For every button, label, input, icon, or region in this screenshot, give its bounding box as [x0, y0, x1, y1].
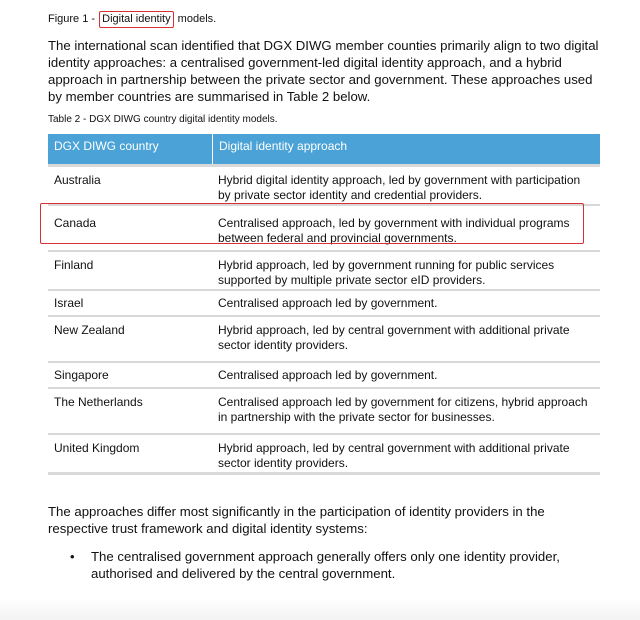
country-cell: Finland [54, 258, 94, 272]
table-row-singapore [48, 363, 600, 389]
approach-cell: Hybrid approach, led by government running for public services supported by multiple private sector eID providers. [218, 258, 555, 287]
intro-paragraph: The international scan identified that DGX DIWG member counties primarily align to two digital identity approaches: a centralised government-led digital identity approach, and a hybrid approach in partnership between the private sector and government. These approaches used by member countries are summarised in Table 2 below. [48, 38, 599, 104]
table-row-new-zealand [48, 317, 600, 363]
figure-caption-suffix: models. [174, 13, 217, 25]
bullet-text: The centralised government approach generally offers only one identity provider, authorised and delivered by the central government. [91, 549, 560, 581]
second-paragraph: The approaches differ most significantly in the participation of identity providers in the respective trust framework and digital identity systems: [48, 504, 545, 536]
approach-cell: Hybrid approach, led by central government with additional private sector identity providers. [218, 323, 570, 352]
table-header-row [48, 134, 600, 167]
approach-cell: Centralised approach led by government for citizens, hybrid approach in partnership with the private sector for businesses. [218, 395, 588, 424]
table-row-netherlands [48, 389, 600, 435]
country-cell: Australia [54, 173, 101, 187]
header-country: DGX DIWG country [48, 134, 213, 164]
header-approach: Digital identity approach [219, 139, 348, 153]
identity-models-table [48, 134, 600, 475]
approach-cell: Hybrid approach, led by central government with additional private sector identity providers. [218, 441, 570, 470]
table-row-finland [48, 252, 600, 291]
country-cell: Israel [54, 296, 84, 310]
country-cell: Singapore [54, 368, 109, 382]
page-bottom-edge [0, 598, 640, 620]
bullet-item [70, 548, 590, 582]
figure-caption [48, 11, 216, 28]
figure-caption-prefix: Figure 1 - [48, 13, 99, 25]
approach-cell: Centralised approach, led by government with individual programs between federal and provincial governments. [218, 216, 570, 245]
approach-cell: Centralised approach led by government. [218, 296, 438, 310]
table-row-israel [48, 291, 600, 317]
table-caption: Table 2 - DGX DIWG country digital identity models. [48, 114, 278, 125]
table-row-united-kingdom [48, 435, 600, 475]
country-cell: The Netherlands [54, 395, 143, 409]
country-cell: New Zealand [54, 323, 125, 337]
table-row-australia [48, 167, 600, 206]
country-cell: Canada [54, 216, 97, 230]
table-row-canada [48, 206, 600, 252]
highlighted-term: Digital identity [99, 11, 173, 28]
approach-cell: Centralised approach led by government. [218, 368, 438, 382]
country-cell: United Kingdom [54, 441, 140, 455]
bullet-dot-icon: • [70, 549, 75, 564]
approach-cell: Hybrid digital identity approach, led by government with participation by private sector identity and credential providers. [218, 173, 581, 202]
